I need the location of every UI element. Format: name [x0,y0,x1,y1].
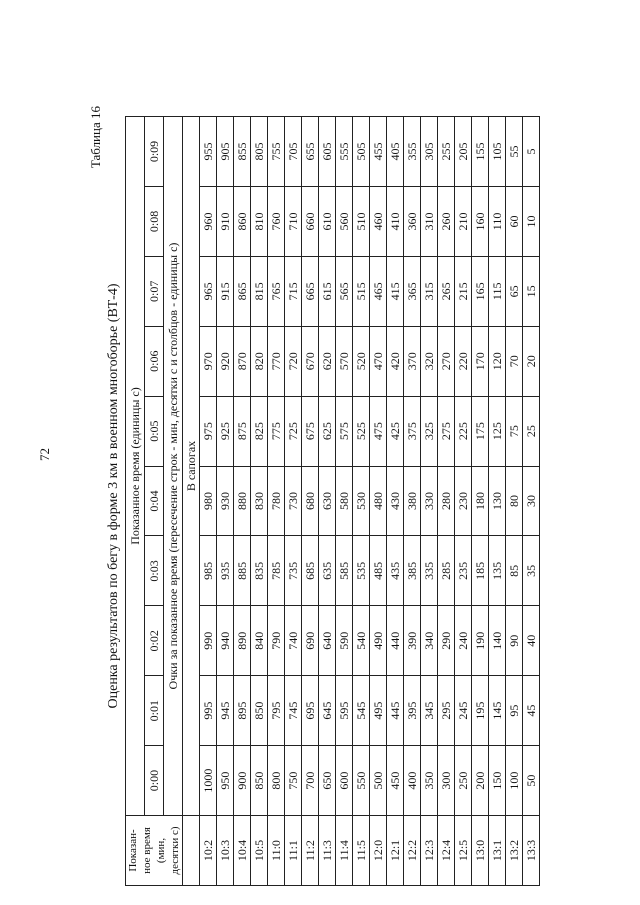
time-cell: 11:4 [336,816,353,886]
points-cell: 320 [421,326,438,396]
unit-header-cell: 0:08 [145,186,164,256]
points-cell: 35 [523,536,540,606]
points-cell: 725 [285,396,302,466]
points-cell: 735 [285,536,302,606]
points-cell: 360 [404,186,421,256]
points-cell: 135 [489,536,506,606]
points-cell: 365 [404,256,421,326]
points-cell: 230 [455,466,472,536]
points-cell: 715 [285,256,302,326]
points-cell: 995 [200,676,217,746]
points-cell: 740 [285,606,302,676]
time-cell: 13:3 [523,816,540,886]
page-number: 72 [37,448,52,461]
time-cell: 12:2 [404,816,421,886]
points-cell: 435 [387,536,404,606]
points-cell: 930 [217,466,234,536]
points-cell: 595 [336,676,353,746]
unit-header-cell: 0:02 [145,606,164,676]
points-cell: 720 [285,326,302,396]
points-cell: 165 [472,256,489,326]
table-title: Оценка результатов по бегу в форме 3 км в военном многоборье (ВТ-4) [106,283,121,709]
points-cell: 620 [319,326,336,396]
points-cell: 870 [234,326,251,396]
points-cell: 530 [353,466,370,536]
points-cell: 535 [353,536,370,606]
time-cell: 11:2 [302,816,319,886]
points-cell: 370 [404,326,421,396]
points-cell: 765 [268,256,285,326]
points-cell: 355 [404,117,421,187]
points-cell: 975 [200,396,217,466]
points-cell: 585 [336,536,353,606]
points-cell: 275 [438,396,455,466]
points-cell: 495 [370,676,387,746]
points-cell: 550 [353,746,370,816]
points-cell: 950 [217,746,234,816]
points-cell: 630 [319,466,336,536]
points-cell: 380 [404,466,421,536]
points-cell: 525 [353,396,370,466]
points-cell: 580 [336,466,353,536]
points-cell: 925 [217,396,234,466]
unit-header-cell: 0:01 [145,676,164,746]
points-cell: 610 [319,186,336,256]
points-cell: 590 [336,606,353,676]
time-cell: 11:3 [319,816,336,886]
points-cell: 915 [217,256,234,326]
points-cell: 910 [217,186,234,256]
corner-line: Показан- [127,829,139,872]
points-cell: 375 [404,396,421,466]
unit-header-cell: 0:05 [145,396,164,466]
points-cell: 340 [421,606,438,676]
points-cell: 540 [353,606,370,676]
points-cell: 625 [319,396,336,466]
unit-header-cell: 0:06 [145,326,164,396]
points-cell: 405 [387,117,404,187]
points-cell: 175 [472,396,489,466]
points-cell: 865 [234,256,251,326]
points-cell: 840 [251,606,268,676]
table-row [285,117,302,886]
points-cell: 470 [370,326,387,396]
points-cell: 440 [387,606,404,676]
points-cell: 265 [438,256,455,326]
points-cell: 575 [336,396,353,466]
points-cell: 260 [438,186,455,256]
table-label: Таблица 16 [88,106,103,169]
points-cell: 980 [200,466,217,536]
points-cell: 20 [523,326,540,396]
points-cell: 505 [353,117,370,187]
points-cell: 775 [268,396,285,466]
points-cell: 670 [302,326,319,396]
points-cell: 645 [319,676,336,746]
table-row [404,117,421,886]
time-cell: 13:0 [472,816,489,886]
points-cell: 395 [404,676,421,746]
table-row [302,117,319,886]
points-cell: 545 [353,676,370,746]
table-row [336,117,353,886]
points-cell: 430 [387,466,404,536]
points-cell: 245 [455,676,472,746]
corner-header [126,816,183,886]
time-cell: 10:3 [217,816,234,886]
results-table [125,116,540,886]
points-cell: 860 [234,186,251,256]
points-cell: 895 [234,676,251,746]
points-cell: 315 [421,256,438,326]
section-label: В сапогах [183,117,200,816]
points-cell: 125 [489,396,506,466]
points-cell: 70 [506,326,523,396]
table-row [523,117,540,886]
points-cell: 770 [268,326,285,396]
points-cell: 665 [302,256,319,326]
points-cell: 820 [251,326,268,396]
points-cell: 675 [302,396,319,466]
table-row [387,117,404,886]
points-cell: 750 [285,746,302,816]
points-cell: 875 [234,396,251,466]
points-cell: 640 [319,606,336,676]
points-cell: 160 [472,186,489,256]
points-cell: 345 [421,676,438,746]
points-cell: 780 [268,466,285,536]
rotated-table-page [88,106,600,886]
points-cell: 615 [319,256,336,326]
points-cell: 685 [302,536,319,606]
time-cell: 10:5 [251,816,268,886]
section-empty-cell [183,816,200,886]
points-cell: 705 [285,117,302,187]
points-cell: 55 [506,117,523,187]
points-cell: 100 [506,746,523,816]
time-cell: 10:2 [200,816,217,886]
points-cell: 30 [523,466,540,536]
corner-line: десятки с) [169,826,181,875]
points-cell: 800 [268,746,285,816]
points-cell: 270 [438,326,455,396]
points-cell: 185 [472,536,489,606]
unit-header-cell: 0:07 [145,256,164,326]
points-cell: 600 [336,746,353,816]
points-cell: 255 [438,117,455,187]
points-cell: 710 [285,186,302,256]
points-cell: 880 [234,466,251,536]
points-cell: 295 [438,676,455,746]
table-row [438,117,455,886]
points-cell: 695 [302,676,319,746]
points-cell: 285 [438,536,455,606]
points-cell: 835 [251,536,268,606]
table-row [472,117,489,886]
points-cell: 225 [455,396,472,466]
points-cell: 985 [200,536,217,606]
points-cell: 25 [523,396,540,466]
points-cell: 905 [217,117,234,187]
points-cell: 335 [421,536,438,606]
points-cell: 660 [302,186,319,256]
table-row [251,117,268,886]
points-cell: 385 [404,536,421,606]
points-cell: 990 [200,606,217,676]
points-cell: 850 [251,746,268,816]
points-cell: 180 [472,466,489,536]
points-cell: 210 [455,186,472,256]
points-cell: 415 [387,256,404,326]
points-cell: 195 [472,676,489,746]
points-cell: 730 [285,466,302,536]
points-cell: 80 [506,466,523,536]
points-cell: 680 [302,466,319,536]
points-cell: 515 [353,256,370,326]
time-cell: 12:4 [438,816,455,886]
points-cell: 215 [455,256,472,326]
table-body [200,117,540,886]
corner-line: ное время [141,827,153,874]
points-cell: 250 [455,746,472,816]
points-cell: 290 [438,606,455,676]
points-cell: 1000 [200,746,217,816]
points-cell: 475 [370,396,387,466]
points-cell: 110 [489,186,506,256]
points-cell: 305 [421,117,438,187]
points-cell: 85 [506,536,523,606]
points-cell: 50 [523,746,540,816]
unit-header-row [145,117,164,886]
points-cell: 235 [455,536,472,606]
points-cell: 45 [523,676,540,746]
points-cell: 565 [336,256,353,326]
points-cell: 965 [200,256,217,326]
unit-header-cell: 0:04 [145,466,164,536]
time-cell: 12:5 [455,816,472,886]
points-cell: 855 [234,117,251,187]
points-cell: 5 [523,117,540,187]
points-header: Очки за показанное время (пересечение строк - мин, десятки с и столбцов - единицы с) [164,117,183,816]
points-cell: 410 [387,186,404,256]
points-cell: 450 [387,746,404,816]
points-cell: 200 [472,746,489,816]
points-cell: 480 [370,466,387,536]
points-cell: 890 [234,606,251,676]
points-cell: 500 [370,746,387,816]
points-cell: 700 [302,746,319,816]
points-cell: 745 [285,676,302,746]
shown-time-header: Показанное время (единицы с) [126,117,145,816]
points-cell: 970 [200,326,217,396]
table-row [421,117,438,886]
points-cell: 170 [472,326,489,396]
points-cell: 300 [438,746,455,816]
points-cell: 120 [489,326,506,396]
points-cell: 945 [217,676,234,746]
points-cell: 940 [217,606,234,676]
points-cell: 95 [506,676,523,746]
time-cell: 10:4 [234,816,251,886]
time-cell: 11:0 [268,816,285,886]
points-cell: 690 [302,606,319,676]
points-cell: 330 [421,466,438,536]
points-cell: 920 [217,326,234,396]
points-cell: 810 [251,186,268,256]
points-cell: 40 [523,606,540,676]
points-cell: 815 [251,256,268,326]
points-cell: 655 [302,117,319,187]
table-row [370,117,387,886]
time-cell: 11:5 [353,816,370,886]
points-cell: 520 [353,326,370,396]
points-cell: 790 [268,606,285,676]
points-cell: 325 [421,396,438,466]
points-cell: 130 [489,466,506,536]
points-cell: 760 [268,186,285,256]
points-cell: 445 [387,676,404,746]
points-cell: 465 [370,256,387,326]
time-cell: 12:0 [370,816,387,886]
time-cell: 12:3 [421,816,438,886]
points-cell: 555 [336,117,353,187]
table-row [319,117,336,886]
points-cell: 650 [319,746,336,816]
points-cell: 635 [319,536,336,606]
table-row [455,117,472,886]
points-cell: 60 [506,186,523,256]
points-cell: 190 [472,606,489,676]
points-cell: 145 [489,676,506,746]
time-cell: 11:1 [285,816,302,886]
points-cell: 785 [268,536,285,606]
points-cell: 115 [489,256,506,326]
points-cell: 805 [251,117,268,187]
points-cell: 455 [370,117,387,187]
points-cell: 795 [268,676,285,746]
table-row [217,117,234,886]
points-cell: 885 [234,536,251,606]
points-cell: 65 [506,256,523,326]
points-cell: 570 [336,326,353,396]
table-row [506,117,523,886]
table-row [268,117,285,886]
points-cell: 935 [217,536,234,606]
time-cell: 13:1 [489,816,506,886]
points-cell: 350 [421,746,438,816]
points-cell: 830 [251,466,268,536]
points-cell: 220 [455,326,472,396]
points-cell: 10 [523,186,540,256]
points-cell: 960 [200,186,217,256]
time-cell: 12:1 [387,816,404,886]
points-cell: 485 [370,536,387,606]
points-cell: 205 [455,117,472,187]
points-cell: 105 [489,117,506,187]
table-row [353,117,370,886]
points-cell: 955 [200,117,217,187]
unit-header-cell: 0:03 [145,536,164,606]
unit-header-cell: 0:09 [145,117,164,187]
table-row [489,117,506,886]
points-cell: 280 [438,466,455,536]
points-cell: 140 [489,606,506,676]
points-cell: 560 [336,186,353,256]
points-cell: 155 [472,117,489,187]
points-cell: 825 [251,396,268,466]
points-cell: 310 [421,186,438,256]
points-cell: 900 [234,746,251,816]
points-cell: 400 [404,746,421,816]
corner-line: (мин, [155,837,167,864]
points-cell: 15 [523,256,540,326]
points-cell: 490 [370,606,387,676]
time-cell: 13:2 [506,816,523,886]
points-cell: 425 [387,396,404,466]
unit-header-cell: 0:00 [145,746,164,816]
points-cell: 605 [319,117,336,187]
points-cell: 90 [506,606,523,676]
points-cell: 755 [268,117,285,187]
table-row [200,117,217,886]
points-cell: 420 [387,326,404,396]
table-row [234,117,251,886]
points-cell: 850 [251,676,268,746]
points-cell: 150 [489,746,506,816]
points-cell: 75 [506,396,523,466]
points-cell: 510 [353,186,370,256]
points-cell: 460 [370,186,387,256]
points-cell: 390 [404,606,421,676]
points-cell: 240 [455,606,472,676]
